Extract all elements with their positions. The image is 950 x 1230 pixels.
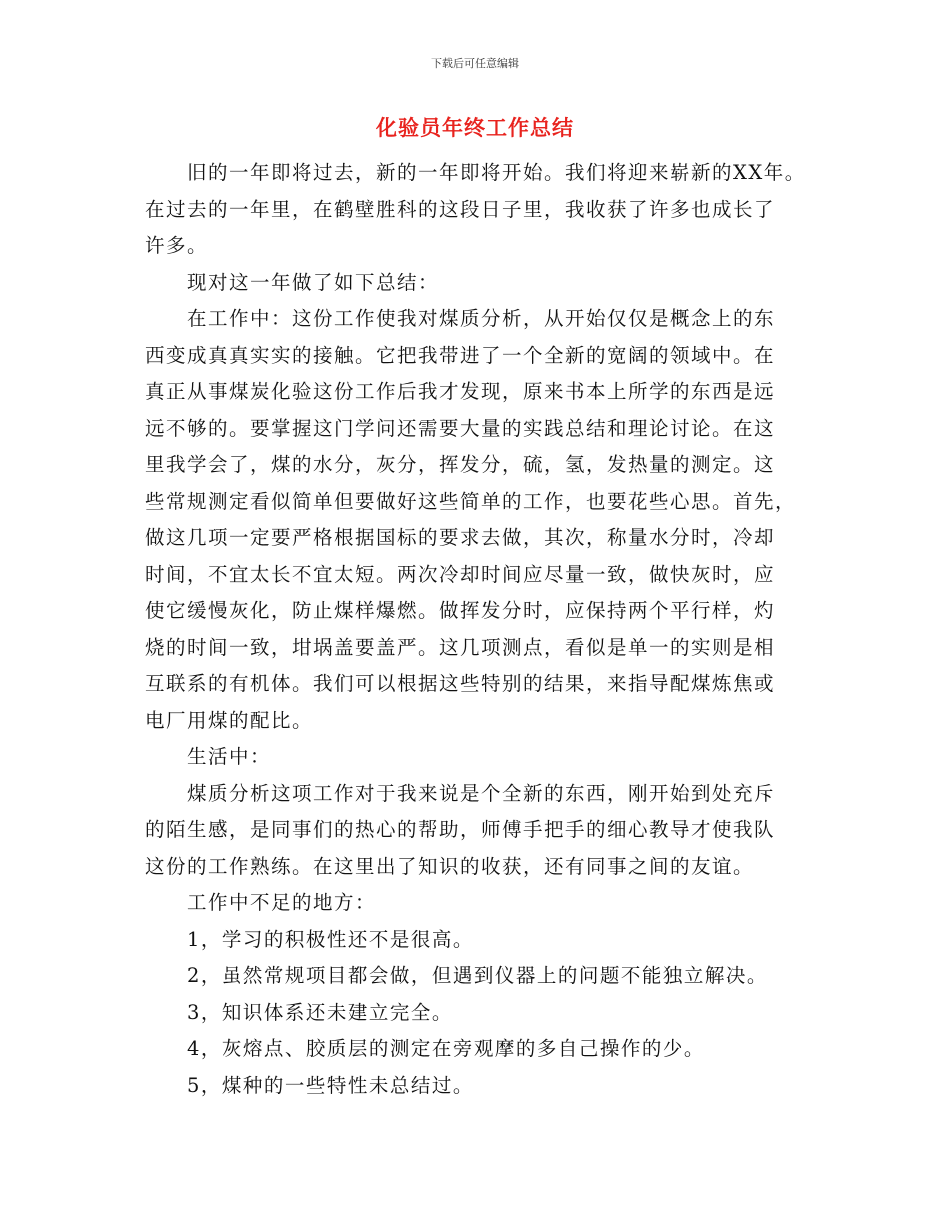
text-line: 许多。: [145, 234, 209, 257]
text-line: 生活中：: [187, 745, 272, 768]
text-line: 在工作中：这份工作使我对煤质分析，从开始仅仅是概念上的东: [187, 307, 776, 330]
text-line: 远不够的。要掌握这门学问还需要大量的实践总结和理论讨论。在这: [145, 416, 776, 440]
text-line: 烧的时间一致，坩埚盖要盖严。这几项测点，看似是单一的实则是相: [145, 635, 776, 659]
document-title: 化验员年终工作总结: [376, 116, 574, 140]
text-line: 在过去的一年里，在鹤壁胜科的这段日子里，我收获了许多也成长了: [145, 197, 776, 221]
text-line: 西变成真真实实的接触。它把我带进了一个全新的宽阔的领域中。在: [145, 343, 776, 367]
text-line: 煤质分析这项工作对于我来说是个全新的东西，刚开始到处充斥: [187, 781, 776, 805]
text-line: 2，虽然常规项目都会做，但遇到仪器上的问题不能独立解决。: [187, 964, 768, 987]
text-line: 真正从事煤炭化验这份工作后我才发现，原来书本上所学的东西是远: [145, 380, 776, 403]
text-line: 做这几项一定要严格根据国标的要求去做，其次，称量水分时，冷却: [145, 526, 776, 549]
text-line: 的陌生感，是同事们的热心的帮助，师傅手把手的细心教导才使我队: [145, 818, 776, 841]
text-line: 互联系的有机体。我们可以根据这些特别的结果，来指导配煤炼焦或: [145, 672, 776, 695]
text-line: 使它缓慢灰化，防止煤样爆燃。做挥发分时，应保持两个平行样，灼: [145, 599, 776, 622]
text-line: 旧的一年即将过去，新的一年即将开始。我们将迎来崭新的XX年。: [187, 161, 806, 184]
document-body: [145, 155, 825, 1104]
text-line: 电厂用煤的配比。: [145, 708, 314, 732]
text-line: 工作中不足的地方：: [187, 891, 377, 914]
text-line: 3，知识体系还未建立完全。: [187, 1000, 453, 1024]
text-line: 里我学会了，煤的水分，灰分，挥发分，硫，氢，发热量的测定。这: [145, 453, 776, 476]
text-line: 这份的工作熟练。在这里出了知识的收获，还有同事之间的友谊。: [145, 854, 755, 878]
text-line: 4，灰熔点、胶质层的测定在旁观摩的多自己操作的少。: [187, 1037, 705, 1060]
text-line: 时间，不宜太长不宜太短。两次冷却时间应尽量一致，做快灰时，应: [145, 562, 776, 586]
text-line: 现对这一年做了如下总结：: [187, 270, 440, 294]
text-line: 些常规测定看似简单但要做好这些简单的工作，也要花些心思。首先，: [145, 489, 797, 513]
text-line: 5，煤种的一些特性未总结过。: [187, 1073, 474, 1097]
text-line: 1，学习的积极性还不是很高。: [187, 927, 474, 951]
header-note: 下载后可任意编辑: [431, 57, 519, 70]
